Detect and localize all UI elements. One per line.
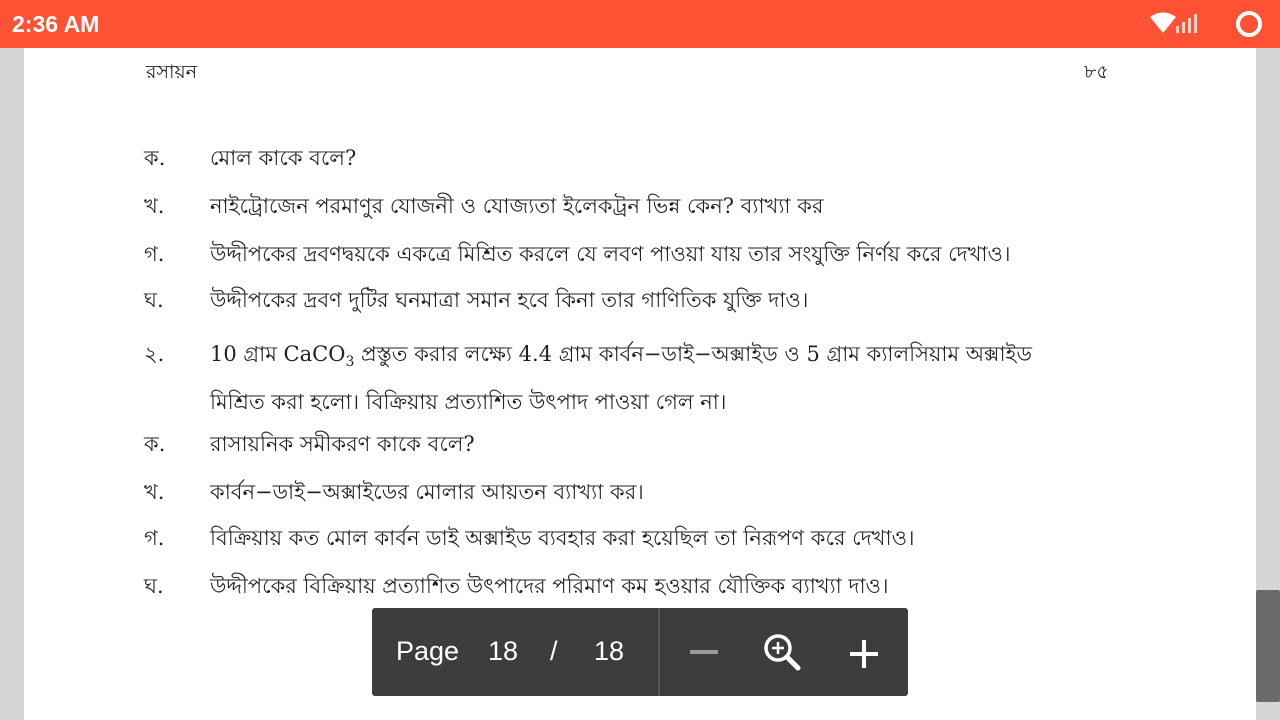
question-text: বিক্রিয়ায় কত মোল কার্বন ডাই অক্সাইড ব্যবহার করা হয়েছিল তা নিরূপণ করে দেখাও। <box>210 526 915 550</box>
question-text: রাসায়নিক সমীকরণ কাকে বলে? <box>210 432 475 456</box>
page-header-title: রসায়ন <box>146 61 198 83</box>
question-text-part: 10 গ্রাম CaCO <box>210 342 346 366</box>
question-text-part: প্রস্তুত করার লক্ষ্যে 4.4 গ্রাম কার্বন−ডাই−অক্সাইড ও 5 গ্রাম ক্যালসিয়াম অক্সাইড <box>354 342 1032 366</box>
question-text: উদ্দীপকের দ্রবণ দুটির ঘনমাত্রা সমান হবে কিনা তার গাণিতিক যুক্তি দাও। <box>210 288 809 312</box>
status-bar <box>0 0 1280 48</box>
status-time: 2:36 AM <box>12 11 100 37</box>
question-marker: ২. <box>144 342 165 366</box>
total-page-count: 18 <box>594 636 625 666</box>
question-text: নাইট্রোজেন পরমাণুর যোজনী ও যোজ্যতা ইলেকট্রন ভিন্ন কেন? ব্যাখ্যা কর <box>210 194 824 218</box>
question-text <box>210 344 1032 369</box>
zoom-out-button[interactable] <box>682 632 726 672</box>
zoom-in-button[interactable] <box>842 632 886 676</box>
page-separator: / <box>550 636 558 666</box>
circle-icon <box>1234 9 1264 39</box>
scrollbar-thumb[interactable] <box>1256 590 1280 702</box>
question-marker: ক. <box>144 146 166 170</box>
question-text: মোল কাকে বলে? <box>210 146 357 170</box>
pdf-toolbar <box>372 608 908 696</box>
question-marker: গ. <box>144 242 165 266</box>
question-text: কার্বন−ডাই−অক্সাইডের মোলার আয়তন ব্যাখ্যা কর। <box>210 480 644 504</box>
plus-icon <box>842 632 886 676</box>
toolbar-divider <box>658 608 660 696</box>
minus-icon <box>682 632 726 672</box>
zoom-icon <box>760 630 804 674</box>
question-text: উদ্দীপকের বিক্রিয়ায় প্রত্যাশিত উৎপাদের পরিমাণ কম হওয়ার যৌক্তিক ব্যাখ্যা দাও। <box>210 574 889 598</box>
page-number-label: ৮৫ <box>1084 61 1109 83</box>
signal-icon <box>1176 13 1202 33</box>
zoom-fit-button[interactable] <box>760 630 804 674</box>
question-marker: ঘ. <box>144 574 164 598</box>
current-page-number[interactable]: 18 <box>488 636 519 666</box>
question-text: উদ্দীপকের দ্রবণদ্বয়কে একত্রে মিশ্রিত করলে যে লবণ পাওয়া যায় তার সংযুক্তি নির্ণয় করে দেখাও। <box>210 242 1011 266</box>
question-marker: খ. <box>144 194 165 218</box>
wifi-icon <box>1150 12 1176 34</box>
page-label: Page <box>396 636 460 666</box>
question-marker: খ. <box>144 480 165 504</box>
question-marker: গ. <box>144 526 165 550</box>
subscript: 3 <box>345 354 355 371</box>
question-marker: ঘ. <box>144 288 164 312</box>
question-text-continued: মিশ্রিত করা হলো। বিক্রিয়ায় প্রত্যাশিত উৎপাদ পাওয়া গেল না। <box>210 390 727 414</box>
question-marker: ক. <box>144 432 166 456</box>
